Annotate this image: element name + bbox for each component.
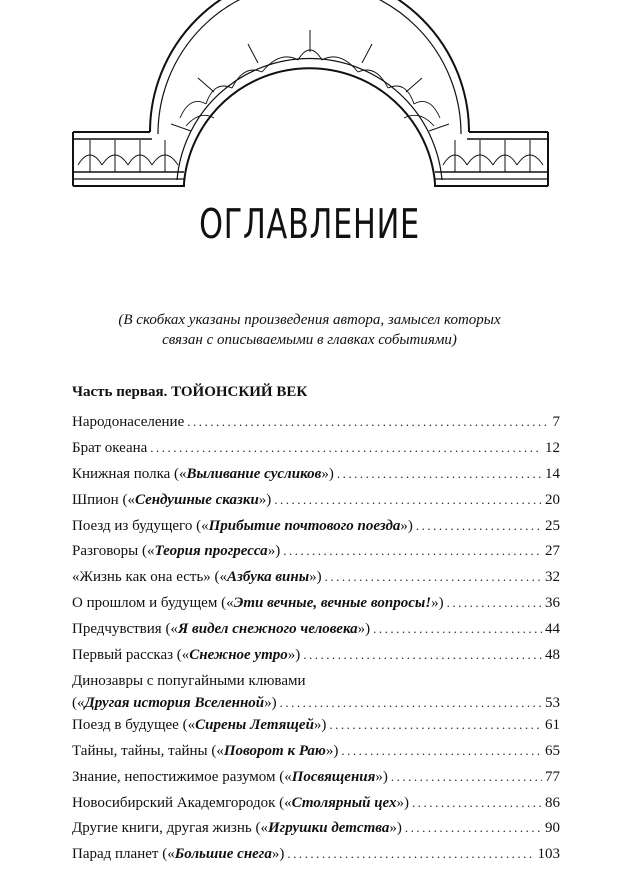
toc-entry-work: Снежное утро <box>189 647 288 664</box>
dot-leader <box>337 465 542 483</box>
dot-leader <box>341 742 542 760</box>
toc-page-number: 12 <box>545 439 560 456</box>
part-label: Часть первая. <box>72 384 168 400</box>
dot-leader <box>329 716 542 734</box>
toc-entry-title: Парад планет («Большие снега») <box>72 846 285 863</box>
toc-page-number: 7 <box>552 414 560 430</box>
toc-page-number: 20 <box>545 491 560 508</box>
dot-leader <box>412 794 542 812</box>
dot-leader <box>280 694 542 712</box>
dot-leader <box>373 620 542 638</box>
toc-page-number: 25 <box>545 517 560 534</box>
toc-entry-title: Книжная полка («Выливание сусликов») <box>72 465 334 482</box>
toc-page-number: 36 <box>545 595 560 612</box>
toc-page-number: 77 <box>545 768 560 785</box>
toc-entry[interactable] <box>72 594 560 620</box>
note-line-2: связан с описываемыми в главках событиями) <box>162 332 457 348</box>
toc-entry[interactable] <box>72 542 560 568</box>
dot-leader <box>287 845 534 863</box>
part-title: ТОЙОНСКИЙ ВЕК <box>171 384 308 400</box>
dot-leader <box>391 768 542 786</box>
toc-entry[interactable] <box>72 646 560 672</box>
toc-entry[interactable] <box>72 768 560 794</box>
toc-entry[interactable] <box>72 794 560 820</box>
toc-entry-work: Столярный цех <box>291 794 397 811</box>
toc-page-number: 90 <box>545 820 560 837</box>
toc-entry[interactable] <box>72 439 560 465</box>
toc-entry-title: Другие книги, другая жизнь («Игрушки детства») <box>72 820 402 837</box>
toc-entry-work: Прибытие почтового поезда <box>208 517 401 534</box>
toc-entry[interactable] <box>72 716 560 742</box>
toc-entry-work: («Другая история Вселенной») <box>72 694 277 711</box>
toc-entry-title: «Жизнь как она есть» («Азбука вины») <box>72 569 322 586</box>
toc-page-number: 65 <box>545 742 560 759</box>
toc-page-number: 103 <box>537 846 560 863</box>
toc-page-number: 61 <box>545 716 560 733</box>
dot-leader <box>447 594 542 612</box>
toc-entry-work: Посвящения <box>291 768 376 785</box>
dot-leader <box>416 517 542 535</box>
toc-entry-title: Разговоры («Теория прогресса») <box>72 543 281 560</box>
toc-page-number: 32 <box>545 569 560 586</box>
table-of-contents <box>72 413 560 871</box>
dot-leader <box>274 491 542 509</box>
toc-entry[interactable] <box>72 465 560 491</box>
toc-entry-title: Тайны, тайны, тайны («Поворот к Раю») <box>72 742 339 759</box>
toc-entry-work: Сендушные сказки <box>134 491 259 508</box>
toc-entry-work: Выливание сусликов <box>186 465 322 482</box>
toc-page-number: 53 <box>545 694 560 711</box>
toc-page-number: 48 <box>545 647 560 664</box>
toc-entry-title: Динозавры с попугайными клювами <box>72 672 306 689</box>
dot-leader <box>325 568 542 586</box>
toc-entry-work: Поворот к Раю <box>223 742 326 759</box>
toc-entry-title: Предчувствия («Я видел снежного человека») <box>72 621 371 638</box>
toc-entry-title: Шпион («Сендушные сказки») <box>72 491 272 508</box>
toc-page-number: 14 <box>545 465 560 482</box>
toc-entry[interactable] <box>72 819 560 845</box>
toc-entry[interactable] <box>72 517 560 543</box>
editorial-note <box>0 310 619 350</box>
dot-leader <box>303 646 542 664</box>
toc-entry-work: Большие снега <box>174 846 272 863</box>
toc-entry-title: Поезд в будущее («Сирены Летящей») <box>72 716 327 733</box>
toc-entry-work: Эти вечные, вечные вопросы! <box>233 595 432 612</box>
toc-entry-title: Народонаселение <box>72 414 185 430</box>
arch-ornament <box>0 0 619 190</box>
note-line-1: (В скобках указаны произведения автора, замысел которых <box>118 312 501 328</box>
toc-entry[interactable] <box>72 413 560 439</box>
toc-page-number: 44 <box>545 621 560 638</box>
dot-leader <box>405 819 542 837</box>
toc-page-number: 27 <box>545 543 560 560</box>
page-title: ОГЛАВЛЕНИЕ <box>199 200 420 248</box>
toc-entry-title: Брат океана <box>72 439 148 456</box>
toc-entry-work: Теория прогресса <box>154 543 268 560</box>
toc-entry-title: О прошлом и будущем («Эти вечные, вечные вопросы!») <box>72 595 444 612</box>
toc-entry[interactable] <box>72 620 560 646</box>
toc-entry-title: Новосибирский Академгородок («Столярный цех») <box>72 794 410 811</box>
toc-entry[interactable] <box>72 491 560 517</box>
toc-entry-work: Игрушки детства <box>267 820 390 837</box>
toc-entry[interactable] <box>72 845 560 871</box>
toc-entry-title: Знание, непостижимое разумом («Посвящения») <box>72 768 388 785</box>
toc-entry-work: Азбука вины <box>227 569 310 586</box>
part-heading <box>72 384 307 401</box>
toc-entry[interactable] <box>72 568 560 594</box>
toc-entry-work: Сирены Летящей <box>195 716 314 733</box>
toc-entry[interactable] <box>72 672 560 716</box>
toc-entry-title: Первый рассказ («Снежное утро») <box>72 647 301 664</box>
toc-entry-title: Поезд из будущего («Прибытие почтового поезда») <box>72 517 413 534</box>
toc-entry-work: Я видел снежного человека <box>177 621 358 638</box>
toc-page-number: 86 <box>545 794 560 811</box>
dot-leader <box>283 542 542 560</box>
dot-leader <box>150 439 542 457</box>
dot-leader <box>187 413 549 431</box>
toc-entry[interactable] <box>72 742 560 768</box>
